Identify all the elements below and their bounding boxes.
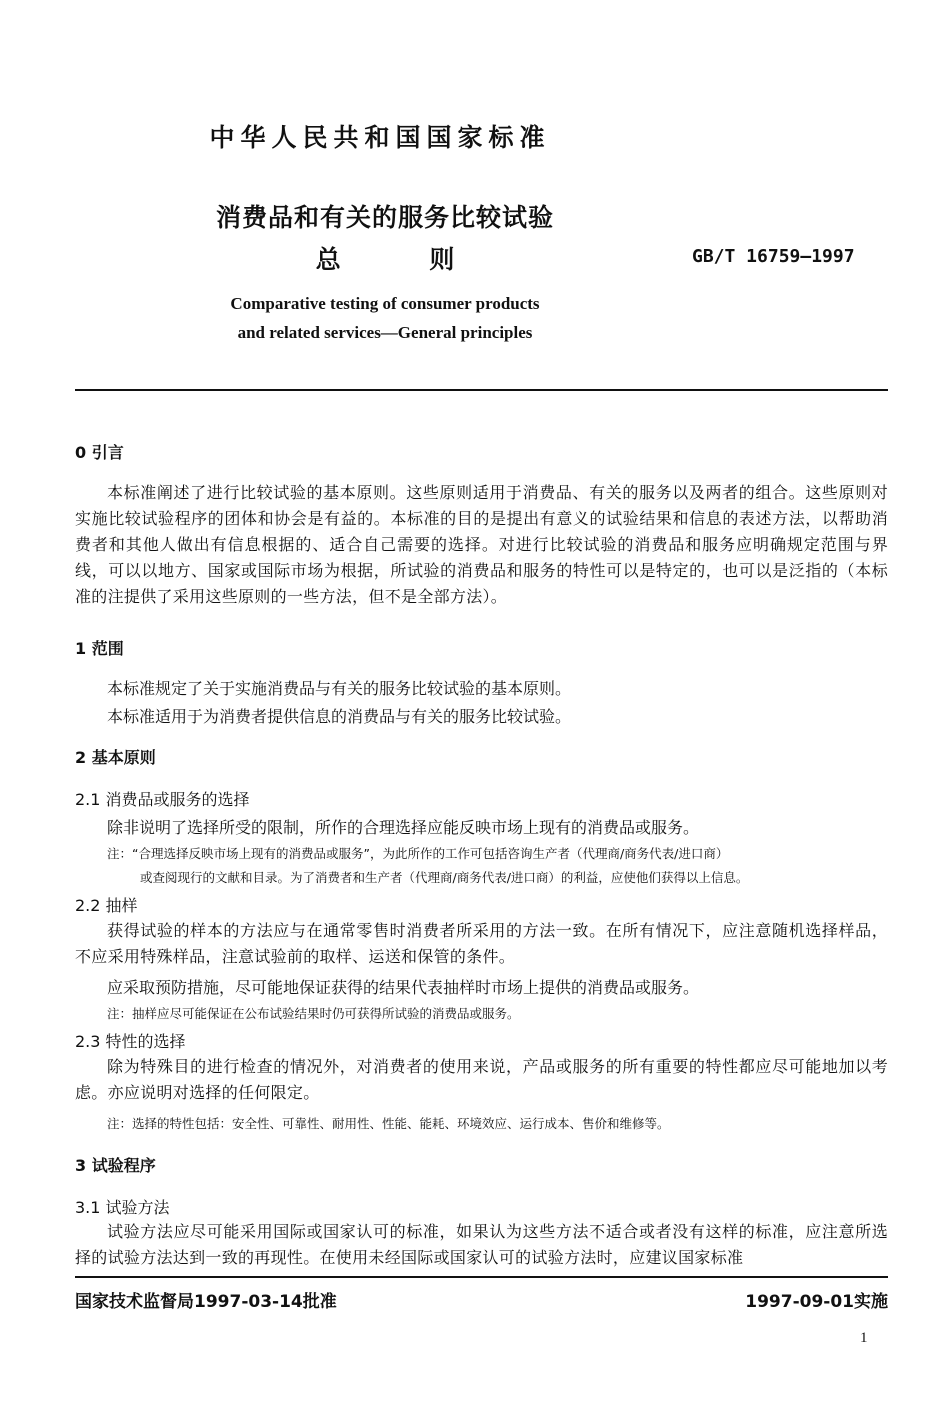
english-title-line-2: and related services—General principles [237,323,533,342]
section-2-1-note-line-2: 或查阅现行的文献和目录。为了消费者和生产者（代理商/商务代表/进口商）的利益，应使他们获得以上信息。 [140,870,749,885]
section-3-1-heading: 3.1 试验方法 [75,1198,170,1217]
section-2-2-paragraph: 获得试验的样本的方法应与在通常零售时消费者所采用的方法一致。在所有情况下，应注意随机选择样品，不应采用特殊样品，注意试验前的取样、运送和保管的条件。 [75,921,888,966]
section-2-3-paragraph: 除为特殊目的进行检查的情况外，对消费者的使用来说，产品或服务的所有重要的特性都应尽可能地加以考虑。亦应说明对选择的任何限定。 [75,1057,888,1102]
footer-divider [75,1276,888,1278]
section-2-1-line: 除非说明了选择所受的限制，所作的合理选择应能反映市场上现有的消费品或服务。 [107,818,700,837]
effective-date: 1997-09-01实施 [745,1292,888,1312]
section-3-1-paragraph: 试验方法应尽可能采用国际或国家认可的标准，如果认为这些方法不适合或者没有这样的标准，应注意所选择的试验方法达到一致的再现性。在使用未经国际或国家认可的试验方法时，应建议国家标准 [75,1222,888,1267]
section-1-line-1: 本标准规定了关于实施消费品与有关的服务比较试验的基本原则。 [107,679,572,698]
section-3-heading: 3 试验程序 [75,1156,156,1175]
section-0-heading: 0 引言 [75,443,124,462]
section-1-line-2: 本标准适用于为消费者提供信息的消费品与有关的服务比较试验。 [107,707,572,726]
document-title: 消费品和有关的服务比较试验 [215,203,554,232]
section-2-1-note-line-1: 注：“合理选择反映市场上现有的消费品或服务”，为此所作的工作可包括咨询生产者（代理商/商务代表/进口商） [107,846,729,861]
section-2-2-heading: 2.2 抽样 [75,896,138,915]
header-divider [75,389,888,391]
section-0-paragraph: 本标准阐述了进行比较试验的基本原则。这些原则适用于消费品、有关的服务以及两者的组合。这些原则对实施比较试验程序的团体和协会是有益的。本标准的目的是提出有意义的试验结果和信息的表述方法，以帮助消费者和其他人做出有信息根据的、适合自己需要的选择。对进行比较试验的消费品和服务应明确规定范围与界线，可以以地方、国家或国际市场为根据，所试验的消费品和服务的特性可以是特定的，也可以是泛指的（本标准的注提供了采用这些原则的一些方法，但不是全部方法）。 [75,483,888,606]
section-2-1-heading: 2.1 消费品或服务的选择 [75,790,250,809]
section-2-2-line: 应采取预防措施，尽可能地保证获得的结果代表抽样时市场上提供的消费品或服务。 [107,978,700,997]
section-2-2-note: 注：抽样应尽可能保证在公布试验结果时仍可获得所试验的消费品或服务。 [107,1006,520,1021]
section-2-3-heading: 2.3 特性的选择 [75,1032,186,1051]
section-2-3-note: 注：选择的特性包括：安全性、可靠性、耐用性、性能、能耗、环境效应、运行成本、售价和维修等。 [107,1116,670,1131]
document-subtitle: 总 则 [315,245,495,274]
approval-info: 国家技术监督局1997-03-14批准 [75,1292,337,1312]
section-2-heading: 2 基本原则 [75,748,156,767]
page-number: 1 [860,1330,868,1346]
english-title-line-1: Comparative testing of consumer products [230,294,540,313]
section-1-heading: 1 范围 [75,639,124,658]
standard-number: GB/T 16759—1997 [692,246,855,267]
national-standard-heading: 中华人民共和国国家标准 [209,123,551,152]
